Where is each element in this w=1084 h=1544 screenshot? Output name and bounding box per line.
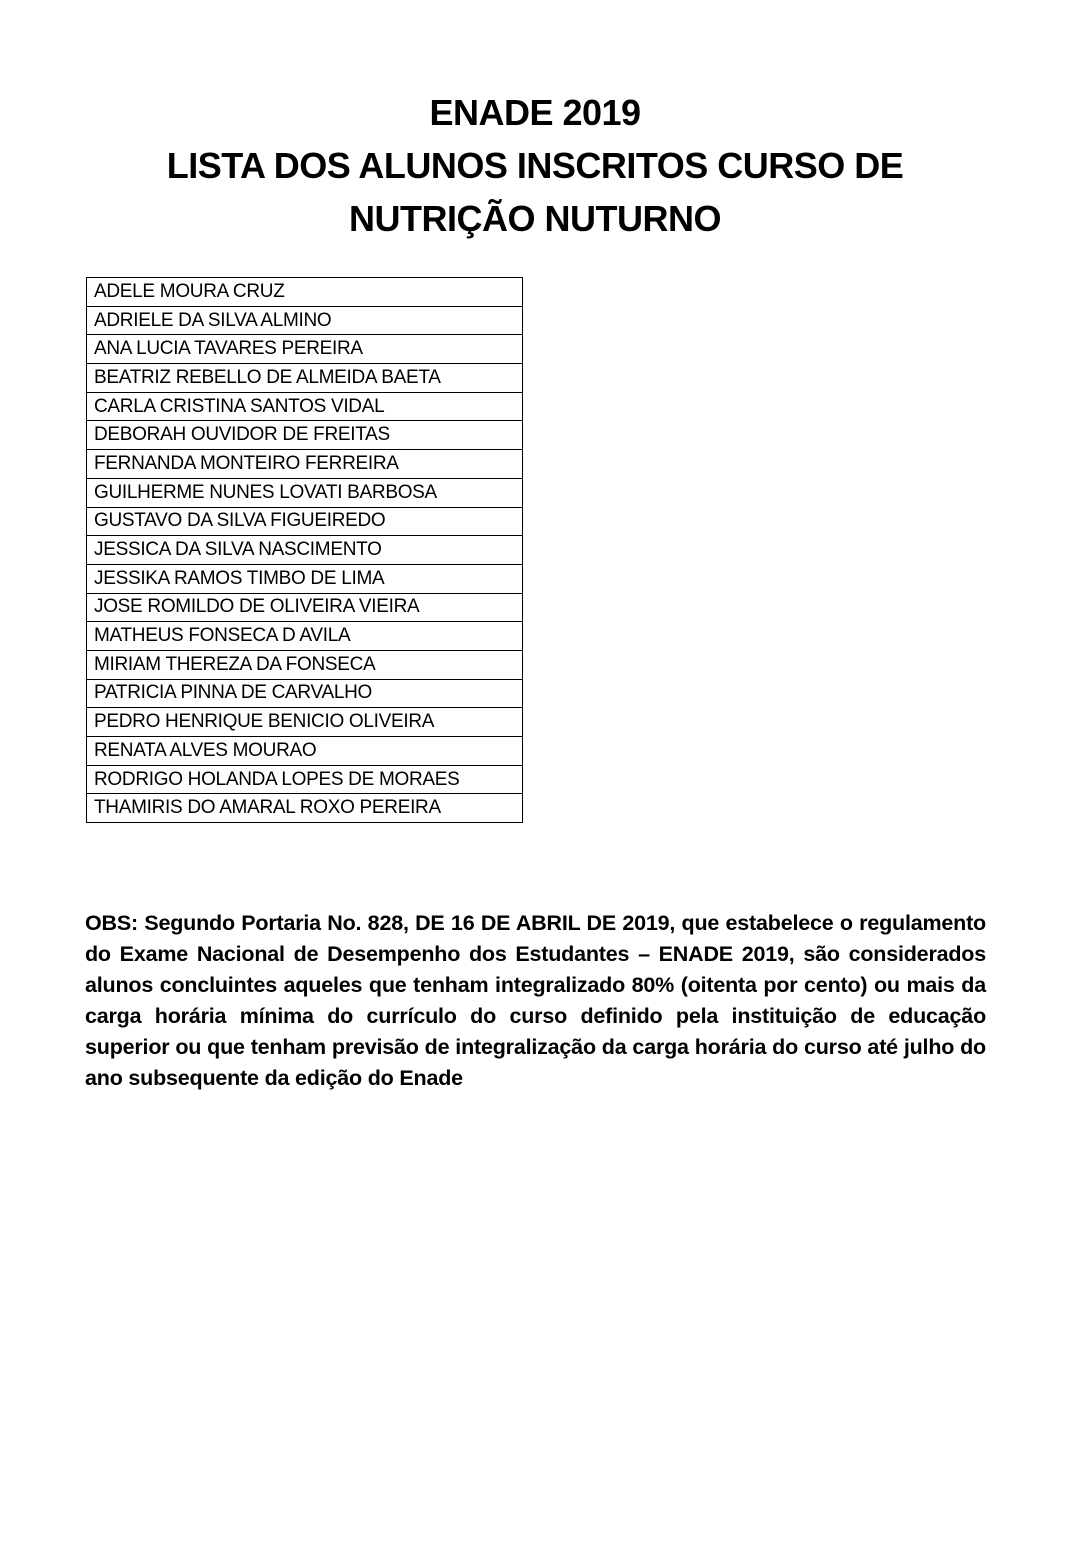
table-row xyxy=(87,507,523,536)
student-name-cell: PEDRO HENRIQUE BENICIO OLIVEIRA xyxy=(87,708,523,737)
student-name-cell: JOSE ROMILDO DE OLIVEIRA VIEIRA xyxy=(87,593,523,622)
table-row xyxy=(87,421,523,450)
table-row xyxy=(87,478,523,507)
title-line-3: NUTRIÇÃO NUTURNO xyxy=(349,198,721,239)
table-row xyxy=(87,392,523,421)
student-name-cell: BEATRIZ REBELLO DE ALMEIDA BAETA xyxy=(87,364,523,393)
document-title xyxy=(85,86,985,245)
student-name-cell: GUILHERME NUNES LOVATI BARBOSA xyxy=(87,478,523,507)
table-row xyxy=(87,364,523,393)
student-name-cell: RODRIGO HOLANDA LOPES DE MORAES xyxy=(87,765,523,794)
student-name-cell: THAMIRIS DO AMARAL ROXO PEREIRA xyxy=(87,794,523,823)
table-row xyxy=(87,450,523,479)
table-row xyxy=(87,765,523,794)
table-row xyxy=(87,708,523,737)
title-line-1: ENADE 2019 xyxy=(429,92,641,133)
student-name-cell: GUSTAVO DA SILVA FIGUEIREDO xyxy=(87,507,523,536)
student-name-cell: MATHEUS FONSECA D AVILA xyxy=(87,622,523,651)
student-name-cell: ADRIELE DA SILVA ALMINO xyxy=(87,306,523,335)
table-row xyxy=(87,622,523,651)
table-row xyxy=(87,335,523,364)
student-name-cell: CARLA CRISTINA SANTOS VIDAL xyxy=(87,392,523,421)
table-row xyxy=(87,278,523,307)
students-table-body xyxy=(87,278,523,823)
table-row xyxy=(87,306,523,335)
student-name-cell: JESSIKA RAMOS TIMBO DE LIMA xyxy=(87,564,523,593)
student-name-cell: DEBORAH OUVIDOR DE FREITAS xyxy=(87,421,523,450)
table-row xyxy=(87,564,523,593)
student-name-cell: ANA LUCIA TAVARES PEREIRA xyxy=(87,335,523,364)
table-row xyxy=(87,794,523,823)
table-row xyxy=(87,737,523,766)
table-row xyxy=(87,650,523,679)
table-row xyxy=(87,679,523,708)
table-row xyxy=(87,593,523,622)
title-line-2: LISTA DOS ALUNOS INSCRITOS CURSO DE xyxy=(166,145,904,186)
student-name-cell: MIRIAM THEREZA DA FONSECA xyxy=(87,650,523,679)
table-row xyxy=(87,536,523,565)
student-name-cell: PATRICIA PINNA DE CARVALHO xyxy=(87,679,523,708)
student-name-cell: ADELE MOURA CRUZ xyxy=(87,278,523,307)
student-name-cell: FERNANDA MONTEIRO FERREIRA xyxy=(87,450,523,479)
student-name-cell: RENATA ALVES MOURAO xyxy=(87,737,523,766)
students-table xyxy=(86,277,523,823)
student-name-cell: JESSICA DA SILVA NASCIMENTO xyxy=(87,536,523,565)
obs-paragraph: OBS: Segundo Portaria No. 828, DE 16 DE ABRIL DE 2019, que estabelece o regulamento do Exame Nacional de Desempenho dos Estudantes – ENADE 2019, são considerados alunos concluintes aqueles que tenham integralizado 80% (oitenta por cento) ou mais da carga horária mínima do currículo do curso definido pela instituição de educação superior ou que tenham previsão de integralização da carga horária do curso até julho do ano subsequente da edição do Enade xyxy=(85,911,986,1090)
